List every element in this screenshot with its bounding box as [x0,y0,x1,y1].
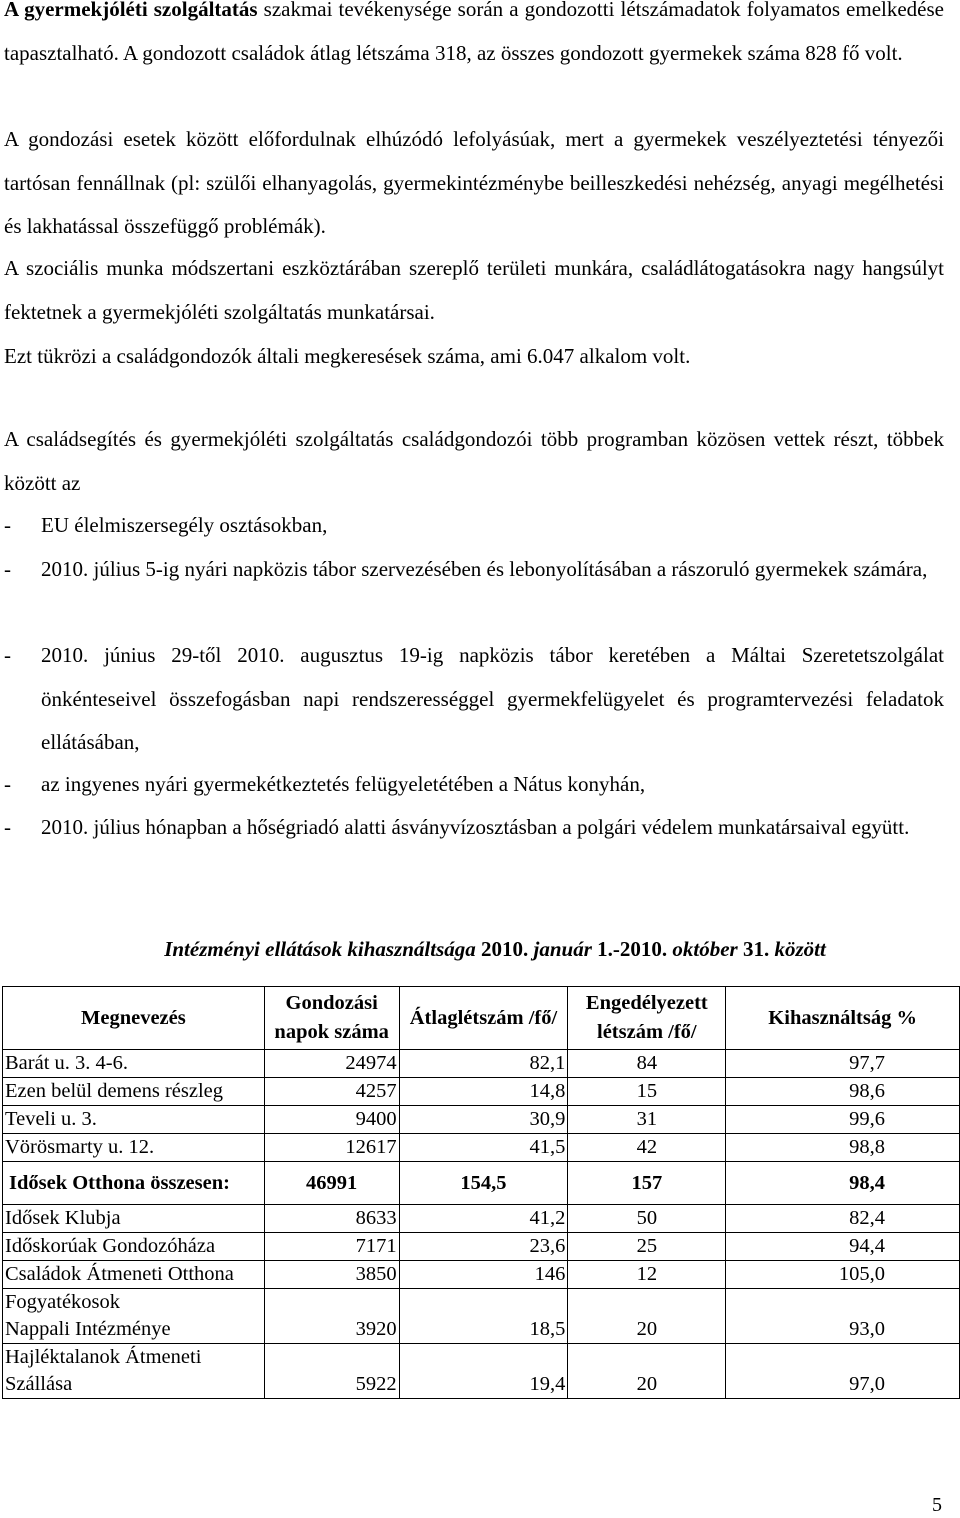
table-cell: 5922 [264,1344,399,1399]
table-cell: 31 [568,1106,726,1134]
table-cell: Időskorúak Gondozóháza [3,1233,265,1261]
table-cell: 18,5 [399,1289,568,1344]
table-cell: 25 [568,1233,726,1261]
bullet-item [4,548,944,592]
paragraph-visits: Ezt tükrözi a családgondozók általi megkeresések száma, ami 6.047 alkalom volt. [4,344,691,368]
table-cell: 20 [568,1344,726,1399]
table-cell: Idősek Otthona összesen: [3,1162,265,1205]
table-cell: 4257 [264,1078,399,1106]
table-cell: 46991 [264,1162,399,1205]
table-cell: 93,0 [726,1289,960,1344]
table-total-row [3,1162,960,1205]
table-row [3,1050,960,1078]
table-cell: Családok Átmeneti Otthona [3,1261,265,1289]
table-cell: 41,5 [399,1134,568,1162]
table-row [3,1261,960,1289]
utilization-table [2,986,960,1399]
bullet-item [4,504,944,548]
table-header-row [3,987,960,1050]
table-cell: 7171 [264,1233,399,1261]
table-row [3,1134,960,1162]
table-cell: Teveli u. 3. [3,1106,265,1134]
bullet-dash: - [4,643,11,667]
table-row [3,1205,960,1233]
table-cell: 99,6 [726,1106,960,1134]
table-row [3,1344,960,1399]
table-cell: 98,8 [726,1134,960,1162]
bullet-dash: - [4,772,11,796]
table-cell: 94,4 [726,1233,960,1261]
header-cell: Kihasználtság % [726,987,960,1050]
table-cell: 82,1 [399,1050,568,1078]
table-cell: 146 [399,1261,568,1289]
table-cell: 97,0 [726,1344,960,1399]
table-caption: Intézményi ellátások kihasználtsága 2010. január 1.-2010. október 31. között [164,937,826,961]
table-cell: 84 [568,1050,726,1078]
table-cell: 105,0 [726,1261,960,1289]
table-cell: 97,7 [726,1050,960,1078]
table-cell: 12617 [264,1134,399,1162]
table-cell: 15 [568,1078,726,1106]
table-cell: 19,4 [399,1344,568,1399]
table-cell: 50 [568,1205,726,1233]
bullet-dash: - [4,513,11,537]
table-cell: Idősek Klubja [3,1205,265,1233]
table-cell: 82,4 [726,1205,960,1233]
bullet-text: 2010. július 5-ig nyári napközis tábor szervezésében és lebonyolításában a rászoruló gyermekek számára, [41,557,928,581]
table-cell: Hajléktalanok Átmeneti Szállása [3,1344,265,1399]
header-cell: Engedélyezett létszám /fő/ [568,987,726,1050]
table-row [3,1078,960,1106]
table-cell: 20 [568,1289,726,1344]
table-cell: Barát u. 3. 4-6. [3,1050,265,1078]
table-cell: Fogyatékosok Nappali Intézménye [3,1289,265,1344]
header-cell: Gondozási napok száma [264,987,399,1050]
table-row [3,1233,960,1261]
table-cell: 42 [568,1134,726,1162]
table-cell: 3850 [264,1261,399,1289]
table-cell: 23,6 [399,1233,568,1261]
header-cell: Megnevezés [3,987,265,1050]
intro-text: szakmai tevékenysége során a gondozotti létszámadatok folyamatos emelkedése tapasztalható. A gondozott családok átlag létszáma 318, az összes gondozott gyermekek száma 828 fő volt. [4,0,944,65]
bullet-dash: - [4,557,11,581]
intro-bold: A gyermekjóléti szolgáltatás [4,0,258,21]
table-cell: 9400 [264,1106,399,1134]
bullet-item [4,763,944,807]
paragraph-programs: A családsegítés és gyermekjóléti szolgáltatás családgondozói több programban közösen vettek részt, többek között az [4,427,944,495]
table-cell: 41,2 [399,1205,568,1233]
table-cell: 12 [568,1261,726,1289]
table-row [3,1289,960,1344]
table-cell: 14,8 [399,1078,568,1106]
table-cell: 8633 [264,1205,399,1233]
bullet-item [4,634,944,765]
table-cell: 154,5 [399,1162,568,1205]
table-cell: 3920 [264,1289,399,1344]
bullet-dash: - [4,815,11,839]
bullet-text: EU élelmiszersegély osztásokban, [41,513,328,537]
paragraph-cases: A gondozási esetek között előfordulnak elhúzódó lefolyásúak, mert a gyermekek veszélyeztetési tényezői tartósan fennállnak (pl: szülői elhanyagolás, gyermekintézménybe beilleszkedési nehézség, anyagi megélhetési és lakhatással összefüggő problémák). [4,127,944,238]
intro-paragraph [4,0,944,75]
table-cell: Ezen belül demens részleg [3,1078,265,1106]
bullet-text: 2010. június 29-től 2010. augusztus 19-ig napközis tábor keretében a Máltai Szeretetszolgálat önkénteseivel összefogásban napi rendszerességgel gyermekfelügyelet és programtervezési feladatok ellátásában, [41,643,944,754]
bullet-text: 2010. július hónapban a hőségriadó alatti ásványvízosztásban a polgári védelem munkatársaival együtt. [41,815,910,839]
table-cell: 24974 [264,1050,399,1078]
table-cell: 98,6 [726,1078,960,1106]
table-row [3,1106,960,1134]
table-cell: Vörösmarty u. 12. [3,1134,265,1162]
table-cell: 157 [568,1162,726,1205]
table-cell: 30,9 [399,1106,568,1134]
header-cell: Átlaglétszám /fő/ [399,987,568,1050]
bullet-item [4,806,944,850]
bullet-text: az ingyenes nyári gyermekétkeztetés felügyeletétében a Nátus konyhán, [41,772,646,796]
page-number: 5 [932,1494,942,1516]
table-cell: 98,4 [726,1162,960,1205]
paragraph-methods: A szociális munka módszertani eszköztárában szereplő területi munkára, családlátogatásokra nagy hangsúlyt fektetnek a gyermekjóléti szolgáltatás munkatársai. [4,256,944,324]
